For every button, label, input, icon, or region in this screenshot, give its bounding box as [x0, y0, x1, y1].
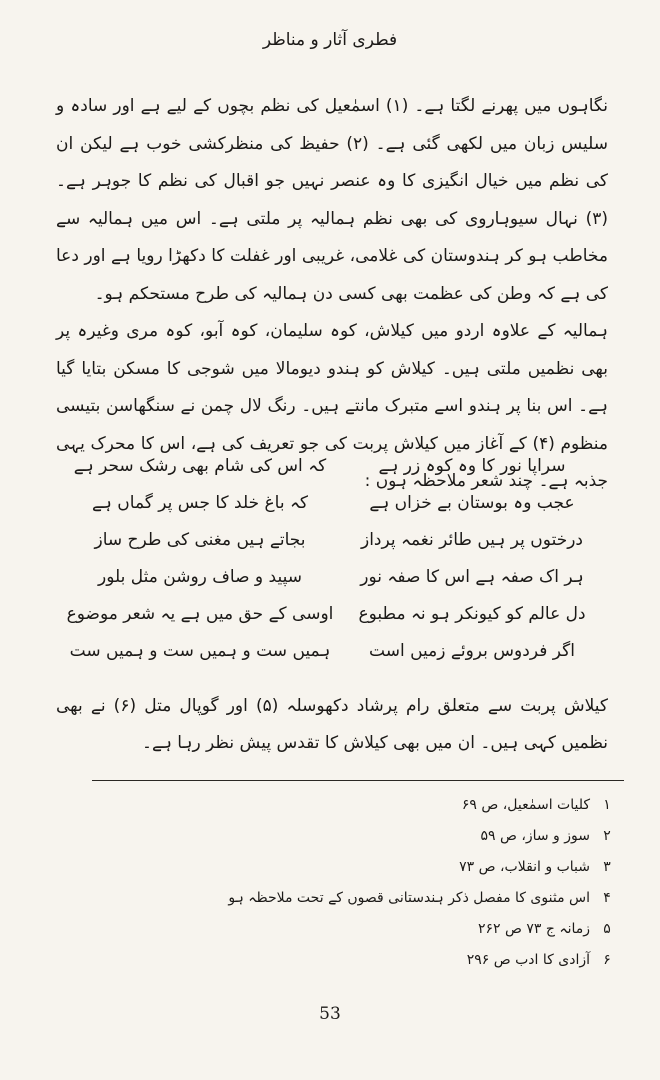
footnote-item [60, 852, 624, 883]
verse-second-hemistich: بجاتے ہیں مغنی کی طرح ساز [94, 530, 306, 550]
verse-row [64, 522, 608, 559]
verse-first-hemistich: دل عالم کو کیونکر ہو نہ مطبوع [358, 604, 586, 624]
verse-second-hemistich: کہ باغ خلد کا جس پر گماں ہے [91, 493, 309, 513]
page-number: 53 [319, 1004, 341, 1024]
verse-first-hemistich: ہر اک صفہ ہے اس کا صفہ نور [360, 567, 584, 587]
footnote-number: ۳ [603, 859, 611, 875]
footnote-text: شباب و انقلاب، ص ۷۳ [459, 859, 590, 875]
footnote-text: آزادی کا ادب ص ۲۹۶ [466, 952, 590, 968]
verse-row [64, 633, 608, 670]
footnote-divider [92, 780, 624, 781]
footnote-text: کلیات اسمٰعیل، ص ۶۹ [461, 797, 590, 813]
footnote-number: ۴ [603, 890, 611, 906]
verse-first-hemistich: اگر فردوس بروئے زمیں است [369, 641, 575, 661]
footnote-number: ۶ [603, 952, 611, 968]
main-text [56, 88, 608, 501]
footnote-text: زمانہ ج ۷۳ ص ۲۶۲ [478, 921, 590, 937]
footnote-item [60, 914, 624, 945]
footnote-item [60, 945, 624, 976]
verse-second-hemistich: کہ اس کی شام بھی رشک سحر ہے [73, 456, 327, 476]
footnote-number: ۵ [603, 921, 611, 937]
poem-verses [64, 448, 608, 670]
verse-row [64, 559, 608, 596]
paragraph-2: ہمالیہ کے علاوہ اردو میں کیلاش، کوہ سلیمان، کوہ آبو، کوہ مری وغیرہ پر بھی نظمیں ملتی ہیں۔ کیلاش کو ہندو دیومالا میں شوجی کا مسکن بتایا گیا ہے۔ اس بنا پر ہندو اسے متبرک مانتے ہیں۔ رنگ لال چمن نے سنگھاسن بتیسی منظوم (۴) کے آغاز میں کیلاش پربت کی جو تعریف کی ہے، اس کا محرک یہی جذبہ ہے۔ چند شعر ملاحظہ ہوں : [56, 321, 608, 491]
verse-first-hemistich: عجب وہ بوستان بے خزاں ہے [369, 493, 575, 513]
verse-first-hemistich: درختوں پر ہیں طائر نغمہ پرداز [360, 530, 583, 550]
verse-row [64, 485, 608, 522]
footnotes [60, 790, 624, 976]
footnote-number: ۲ [603, 828, 611, 844]
paragraph-1: نگاہوں میں پھرنے لگتا ہے۔ (۱) اسمٰعیل کی نظم بچوں کے لیے ہے اور سادہ و سلیس زبان میں لکھی گئی ہے۔ (۲) حفیظ کی منظرکشی خوب ہے لیکن ان کی نظم میں خیال انگیزی کا وہ عنصر نہیں جو اقبال کی نظم کا جوہر ہے۔ (۳) نہال سیوہاروی کی بھی نظم ہمالیہ پر ملتی ہے۔ اس میں ہمالیہ سے مخاطب ہو کر ہندوستان کی غلامی، غریبی اور غفلت کا دکھڑا رویا ہے اور دعا کی ہے کہ وطن کی عظمت بھی کسی دن ہمالیہ کی طرح مستحکم ہو۔ [56, 96, 608, 304]
verse-second-hemistich: سپید و صاف روشن مثل بلور [98, 567, 302, 587]
footnote-text: سوز و ساز، ص ۵۹ [480, 828, 590, 844]
footnote-number: ۱ [603, 797, 611, 813]
footnote-text: اس مثنوی کا مفصل ذکر ہندستانی قصوں کے تحت ملاحظہ ہو [228, 890, 590, 906]
verse-second-hemistich: ہمیں ست و ہمیں ست و ہمیں ست [69, 641, 331, 661]
verse-row [64, 448, 608, 485]
footnote-item [60, 883, 624, 914]
footnote-item [60, 790, 624, 821]
running-header: فطری آثار و مناظر [262, 30, 398, 50]
footnote-item [60, 821, 624, 852]
verse-second-hemistich: اوسی کے حق میں ہے یہ شعر موضوع [66, 604, 334, 624]
paragraph-3: کیلاش پربت سے متعلق رام پرشاد دکھوسلہ (۵) اور گوپال متل (۶) نے بھی نظمیں کہی ہیں۔ ان میں بھی کیلاش کا تقدس پیش نظر رہا ہے۔ [56, 696, 608, 753]
verse-first-hemistich: سراپا نور کا وہ کوہ زر ہے [378, 456, 566, 476]
verse-row [64, 596, 608, 633]
